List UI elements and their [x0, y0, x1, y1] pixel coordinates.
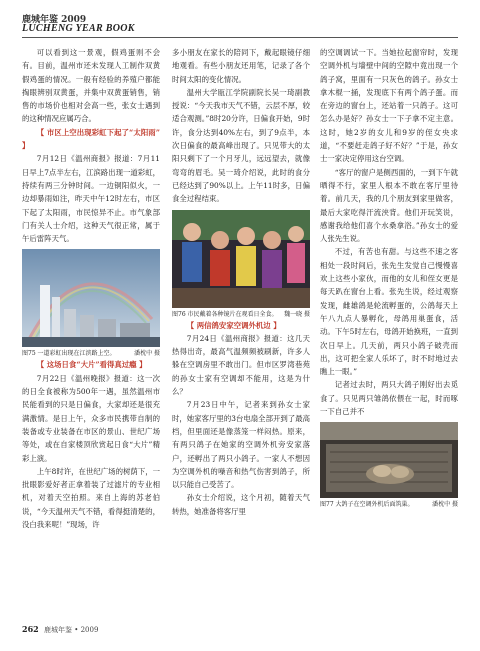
page-footer — [22, 622, 458, 640]
figure-caption: 图75 一道彩虹出现在江滨路上空。 潘枕中 摄 — [22, 350, 160, 358]
paragraph: 记者过去时，两只大鸽子刚好出去觅食了。只见两只雏鸽依偎在一起，时而啄一下自己并不 — [320, 380, 458, 417]
paragraph: 7月23日中午，记者来到孙女士家时，她家客厅里的3台电扇全部开到了最高档，但里面还是像蒸笼一样闷热。原来，有两只鸽子在她家的空调外机旁安家落户，还孵出了两只小鸽子。一家人不想因为空调外机的噪音和热气伤害到鸽子，所以只能自己受苦了。 — [172, 400, 310, 490]
article-heading: 【 这场日食“大片”看得真过瘾 】 — [36, 360, 147, 370]
pigeon-nest-image — [320, 422, 458, 498]
paragraph: 不过，有苦也有甜。与这些不速之客相处一段时间后，张先生发觉自己慢慢喜欢上这些小家伙，而他的女儿和侄女更是每天趴在窗台上看。张先生说，经过观察发现，雌雄鸽是轮流孵蛋的，公鸽每天上午八九点人暴孵化，母鸽用巢蛋食，活动。下午5时左右，母鸽开始换班，一直到次日早上。几天前，两只小鸽子破壳而出，这可把全家人乐坏了，时不时地过去瞧上一眼。” — [320, 247, 458, 377]
paragraph: 孙女士介绍说，这个月初，随着天气转热，她准备将客厅里 — [172, 493, 310, 516]
figure-caption: 图76 市民戴着各种镜片在观看日全食。 魏一晓 摄 — [172, 310, 310, 318]
paragraph: 上午8时许，在世纪广场的树荫下，一批眼影爱好者正拿着装了过滤片的专业相机，对着天空拍照。来自上海的苏老伯说，“今天温州天气不错，看得挺清楚的，没白我来呢！”现场，许 — [22, 466, 160, 530]
rainbow-skyline-image — [22, 249, 160, 347]
article-heading: 【 两信鸽安家空调外机边 】 — [186, 320, 281, 330]
column-1 — [22, 46, 160, 606]
yearbook-subtitle: LUCHENG YEAR BOOK — [22, 23, 135, 34]
paragraph: 的空调调试一下。当她拉起窗帘时，发现空调外机与墙壁中间的空隙中竟出现一个鸽子窝，里面有一只灰色的鸽子。孙女士拿木棍一捅，发现底下有两个鸽子蛋。而在旁边的窗台上，还站着一只鸽子。这可怎么办是好？孙女士一下子拿不定主意。这时，她2岁的女儿和9岁的侄女央求道，“不要赶走鸽子好不好？”于是，孙女士一家决定停用这台空调。 — [320, 48, 458, 164]
paragraph: “客厅的窗户是侧西面的，一到下午就晒得不行，家里人根本不敢在客厅里待着。前几天，我的几个朋友到家里做客，最后大家吃得汗流浃背。他们开玩笑说，感谢我给他们喜个水桑拿浴。”孙女士的爱人张先生说。 — [320, 167, 458, 244]
page-header — [22, 12, 458, 40]
yearbook-title: 鹿城年鉴 2009 — [22, 15, 87, 25]
rainbow-photo — [22, 249, 160, 347]
paragraph: 温州大学瓯江学院副院长吴一琦副教授说：“今天我市天气不错，云层不厚，较适合观测。”8时20分许，日偏食开始，9时许，食分达到40%左右，到了9点半，本次日偏食的最高峰出现了。只见带大的太阳只剩下了一个月牙儿，远远望去，就像弯弯的眉毛。吴一琦介绍说，此时的食分已经达到了90%以上。上午11时多，日偏食全过程结束。 — [172, 87, 310, 204]
footer-title: 鹿城年鉴 • 2009 — [44, 626, 99, 634]
article-heading: 【 市区上空出现彩虹下起了“太阳雨” 】 — [22, 127, 160, 151]
paragraph: 可以看到这一景观，假鸡蛋则不会有。目前，温州市还未发现人工制作双黄假鸡蛋的情况。一般有经验的养殖户都能掏眼辨别双黄蛋，并集中双黄蛋销售，销售的市场价也相对会高一些，张女士遇到的这种情况应属巧合。 — [22, 48, 160, 124]
paragraph: 7月12日《温州商报》报道：7月11日早上7点半左右，江滨路出现一道彩虹，持续有两三分钟时间。一边铜阳似火，一边却暴雨如注，昨天中午12时左右，市区下起了太阳雨，市民惊异不止。市气象部门有关人士介绍，这种天气很正常，属于午后雷阵天气。 — [22, 154, 160, 244]
page-number: 262 — [22, 624, 39, 634]
eclipse-viewers-image — [172, 210, 310, 308]
eclipse-photo — [172, 210, 310, 308]
paragraph: 多小朋友在家长的陪同下，戴起眼镜仔细地观看。有些小朋友还用笔，记录了各个时间太阳的变化情况。 — [172, 48, 310, 84]
pigeon-photo — [320, 422, 458, 498]
figure-caption: 图77 大鸽子在空调外机后面筑巢。 潘枕中 摄 — [320, 501, 458, 509]
column-3 — [320, 46, 458, 606]
header-rule — [22, 37, 458, 38]
paragraph: 7月24日《温州商报》报道：这几天热得出奇，最高气温频频被刷新，许多人躲在空调房里不敢出门。但市区罗湾巷苑的孙女士家有空调却不能用，这是为什么？ — [172, 333, 310, 397]
paragraph: 7月22日《温州晚报》报道：这一次的日全食被称为500年一遇，虽然温州市民能看到的只是日偏食，大家却还是很充满激情。是日上午，众多市民携带自制的装备或专业装备在市区的景山、世纪广场等处，或在自家楼顶欣赏起日食“大片”精彩上演。 — [22, 373, 160, 463]
column-2 — [172, 46, 310, 606]
